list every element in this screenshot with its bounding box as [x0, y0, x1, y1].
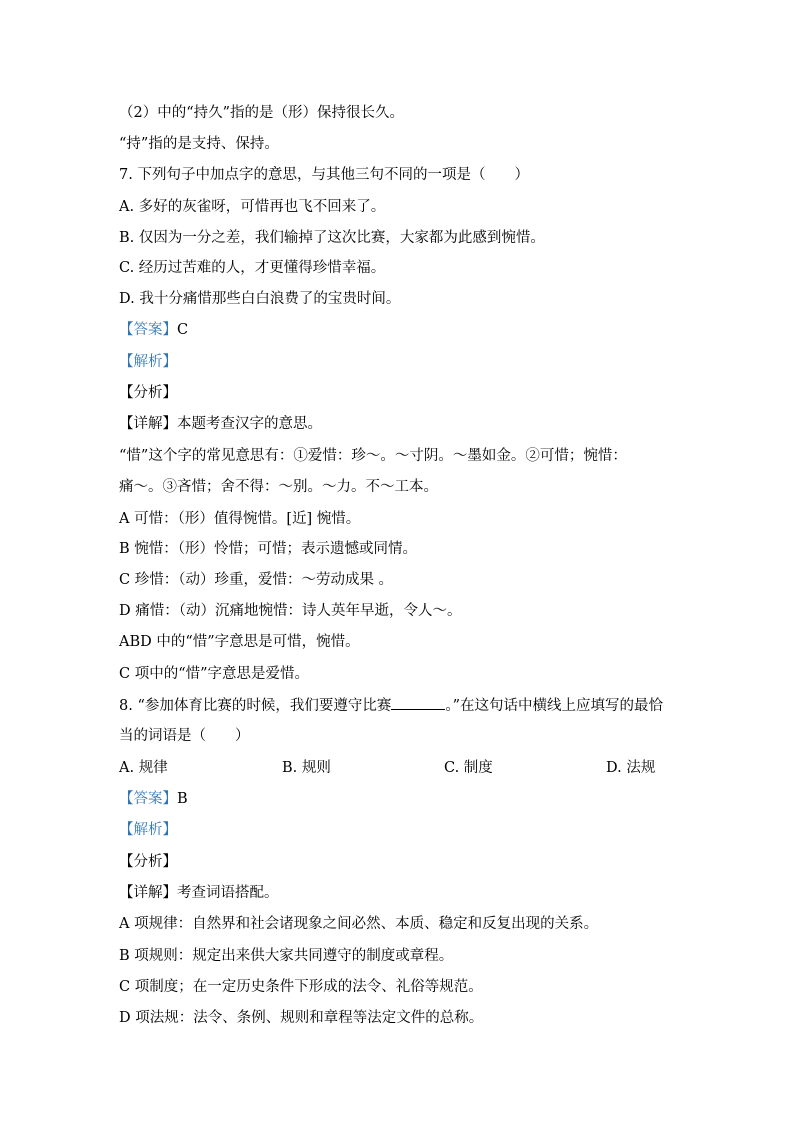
- answer-tag: 【答案】: [119, 322, 177, 338]
- text-line: C 项制度；在一定历史条件下形成的法令、礼俗等规范。: [119, 979, 483, 995]
- question-8-answer: [119, 789, 188, 809]
- question-8-option-c: C. 制度: [444, 760, 493, 776]
- question-8-detail: [119, 883, 279, 903]
- question-7-option-d: D. 我十分痛惜那些白白浪费了的宝贵时间。: [119, 291, 401, 307]
- detail-text: 考查词语搭配。: [177, 885, 279, 901]
- text-line: ABD 中的“惜”字意思是可惜，惋惜。: [119, 634, 360, 650]
- text-line: C 珍惜：（动）珍重，爱惜：～劳动成果 。: [119, 572, 394, 588]
- detail-tag: 【详解】: [119, 416, 177, 432]
- question-8-option-d: D. 法规: [606, 760, 656, 776]
- answer-value: B: [177, 791, 188, 807]
- answer-tag: 【答案】: [119, 791, 177, 807]
- question-8-stem-line2: 当的词语是（ ）: [119, 728, 250, 744]
- answer-value: C: [177, 322, 189, 338]
- question-7-detail: [119, 414, 322, 434]
- text-line: D 痛惜：（动）沉痛地惋惜：诗人英年早逝，令人～。: [119, 603, 462, 619]
- question-8-option-b: B. 规则: [282, 760, 331, 776]
- question-8-stem-part2: 。”在这句话中横线上应填写的最恰: [445, 698, 664, 714]
- text-line: B 惋惜：（形）怜惜；可惜；表示遗憾或同情。: [119, 541, 418, 557]
- detail-tag: 【详解】: [119, 885, 177, 901]
- question-8-stem: [119, 695, 663, 716]
- fill-blank: [391, 695, 445, 710]
- analysis-tag: 【解析】: [119, 354, 177, 370]
- question-7-option-b: B. 仅因为一分之差，我们输掉了这次比赛，大家都为此感到惋惜。: [119, 230, 545, 246]
- text-line: A 可惜：（形）值得惋惜。[近] 惋惜。: [119, 511, 361, 527]
- fenxi-tag: 【分析】: [119, 854, 177, 870]
- detail-text: 本题考查汉字的意思。: [177, 416, 322, 432]
- question-7-option-a: A. 多好的灰雀呀，可惜再也飞不回来了。: [119, 199, 386, 215]
- question-8-stem-part1: 8. “参加体育比赛的时候，我们要遵守比赛: [119, 698, 392, 714]
- text-line: （2）中的“持久”指的是（形）保持很长久。: [119, 105, 405, 121]
- text-line: “持”指的是支持、保持。: [119, 136, 279, 152]
- text-line: C 项中的“惜”字意思是爱惜。: [119, 666, 310, 682]
- text-line: “惜”这个字的常见意思有：①爱惜：珍～。～寸阴。～墨如金。②可惜；惋惜：: [119, 448, 627, 464]
- fenxi-tag: 【分析】: [119, 385, 177, 401]
- question-7-stem: 7. 下列句子中加点字的意思，与其他三句不同的一项是（ ）: [119, 167, 529, 183]
- text-line: A 项规律：自然界和社会诸现象之间必然、本质、稳定和反复出现的关系。: [119, 916, 599, 932]
- question-7-answer: [119, 320, 188, 340]
- analysis-tag: 【解析】: [119, 822, 177, 838]
- text-line: 痛～。③吝惜；舍不得：～别。～力。不～工本。: [119, 479, 438, 495]
- question-7-option-c: C. 经历过苦难的人，才更懂得珍惜幸福。: [119, 260, 386, 276]
- text-line: D 项法规：法令、条例、规则和章程等法定文件的总称。: [119, 1010, 484, 1026]
- text-line: B 项规则：规定出来供大家共同遵守的制度或章程。: [119, 948, 454, 964]
- question-8-option-a: A. 规律: [119, 760, 168, 776]
